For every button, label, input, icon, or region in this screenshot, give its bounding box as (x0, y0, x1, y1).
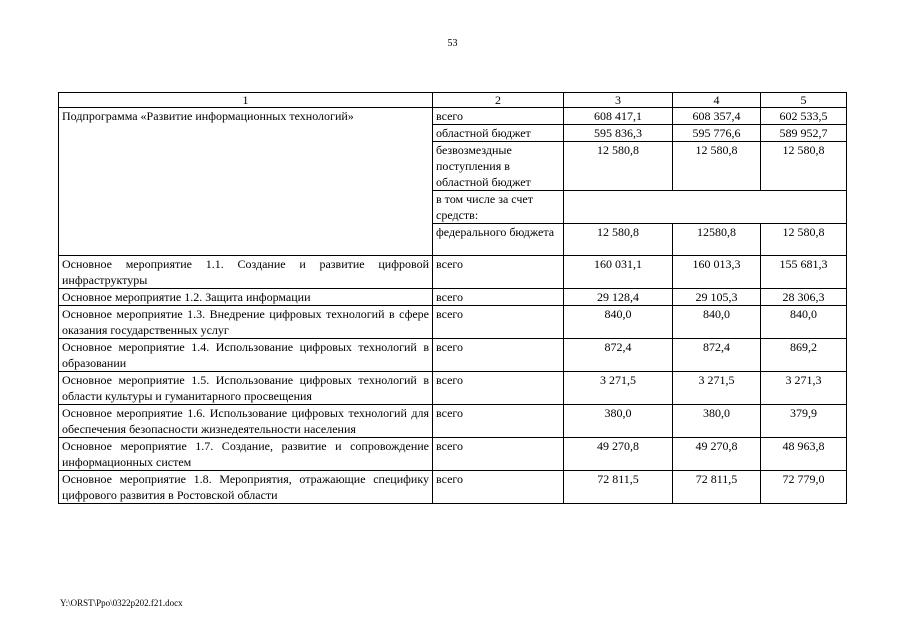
funding-source: в том числе за счет средств: (433, 191, 564, 224)
value-col-4: 872,4 (673, 339, 761, 372)
subprogram-title: Подпрограмма «Развитие информационных технологий» (59, 108, 433, 256)
header-cell: 4 (673, 93, 761, 108)
funding-source: всего (433, 471, 564, 504)
funding-source: безвозмездные поступления в областной бюджет (433, 142, 564, 191)
activity-name: Основное мероприятие 1.4. Использование цифровых технологий в образовании (59, 339, 433, 372)
value-col-3: 3 271,5 (564, 372, 673, 405)
value-col-5: 869,2 (761, 339, 847, 372)
value-col-3: 49 270,8 (564, 438, 673, 471)
budget-table (58, 92, 847, 504)
activity-name: Основное мероприятие 1.1. Создание и развитие цифровой инфраструктуры (59, 256, 433, 289)
header-cell: 3 (564, 93, 673, 108)
funding-source: всего (433, 306, 564, 339)
activity-name: Основное мероприятие 1.7. Создание, развитие и сопровождение информационных систем (59, 438, 433, 471)
table-row (59, 256, 847, 289)
activity-name: Основное мероприятие 1.8. Мероприятия, отражающие специфику цифрового развития в Ростовской области (59, 471, 433, 504)
header-cell: 5 (761, 93, 847, 108)
funding-source: всего (433, 339, 564, 372)
value-col-5: 589 952,7 (761, 125, 847, 142)
funding-source: всего (433, 438, 564, 471)
footer-file-path: Y:\ORST\Ppo\0322p202.f21.docx (60, 598, 183, 608)
table-row (59, 339, 847, 372)
table-row (59, 438, 847, 471)
value-col-4: 72 811,5 (673, 471, 761, 504)
value-col-5: 602 533,5 (761, 108, 847, 125)
value-col-3: 12 580,8 (564, 224, 673, 256)
funding-source: всего (433, 289, 564, 306)
value-col-5: 72 779,0 (761, 471, 847, 504)
value-col-3: 72 811,5 (564, 471, 673, 504)
header-cell: 2 (433, 93, 564, 108)
value-col-5: 840,0 (761, 306, 847, 339)
value-col-3: 160 031,1 (564, 256, 673, 289)
funding-source: федерального бюджета (433, 224, 564, 256)
value-col-3: 608 417,1 (564, 108, 673, 125)
table-row (59, 372, 847, 405)
header-cell: 1 (59, 93, 433, 108)
activity-name: Основное мероприятие 1.5. Использование цифровых технологий в области культуры и гуманитарного просвещения (59, 372, 433, 405)
table-row (59, 471, 847, 504)
value-col-3: 872,4 (564, 339, 673, 372)
table-row (59, 108, 847, 125)
value-col-4: 595 776,6 (673, 125, 761, 142)
value-col-4: 380,0 (673, 405, 761, 438)
value-col-3: 595 836,3 (564, 125, 673, 142)
funding-source: всего (433, 405, 564, 438)
funding-source: всего (433, 372, 564, 405)
value-col-3: 29 128,4 (564, 289, 673, 306)
value-col-3: 12 580,8 (564, 142, 673, 191)
value-col-4: 49 270,8 (673, 438, 761, 471)
table-row (59, 306, 847, 339)
value-col-5: 28 306,3 (761, 289, 847, 306)
value-col-5: 3 271,3 (761, 372, 847, 405)
activity-name: Основное мероприятие 1.6. Использование цифровых технологий для обеспечения безопасности жизнедеятельности населения (59, 405, 433, 438)
value-col-4: 12580,8 (673, 224, 761, 256)
value-col-4: 608 357,4 (673, 108, 761, 125)
value-col-5: 155 681,3 (761, 256, 847, 289)
funding-source: областной бюджет (433, 125, 564, 142)
activity-name: Основное мероприятие 1.2. Защита информации (59, 289, 433, 306)
value-col-4: 12 580,8 (673, 142, 761, 191)
value-col-4: 160 013,3 (673, 256, 761, 289)
activity-name: Основное мероприятие 1.3. Внедрение цифровых технологий в сфере оказания государственных услуг (59, 306, 433, 339)
funding-source: всего (433, 108, 564, 125)
value-col-3: 840,0 (564, 306, 673, 339)
value-col-4: 840,0 (673, 306, 761, 339)
table-row (59, 405, 847, 438)
value-col-5: 12 580,8 (761, 142, 847, 191)
table-row (59, 289, 847, 306)
funding-source: всего (433, 256, 564, 289)
value-col-5: 379,9 (761, 405, 847, 438)
value-col-5: 12 580,8 (761, 224, 847, 256)
value-col-3: 380,0 (564, 405, 673, 438)
value-col-4: 3 271,5 (673, 372, 761, 405)
empty-cell (564, 191, 847, 224)
value-col-5: 48 963,8 (761, 438, 847, 471)
table-header-row (59, 93, 847, 108)
page-number: 53 (447, 38, 458, 49)
value-col-4: 29 105,3 (673, 289, 761, 306)
